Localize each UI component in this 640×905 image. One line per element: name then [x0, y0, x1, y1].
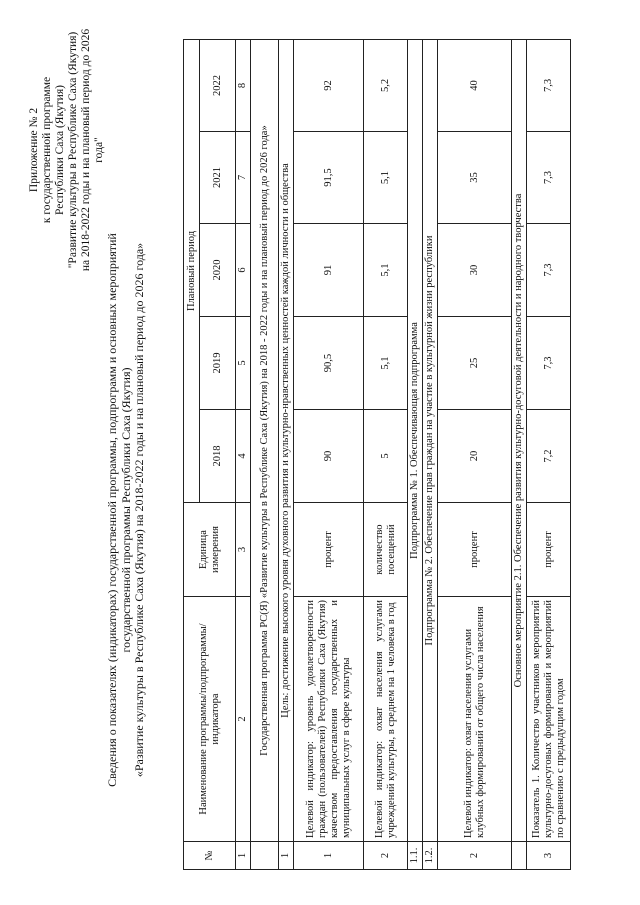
- heading-line: «Развитие культуры в Республике Саха (Якутия) на 2018-2022 годы и на плановый период до 2026 года»: [132, 242, 146, 778]
- value-2022: 40: [438, 39, 512, 131]
- table-row: [294, 39, 364, 869]
- goal-number: 1: [279, 842, 294, 870]
- annex-line: к государственной программе: [41, 76, 53, 224]
- value-2018: 7,2: [527, 410, 571, 503]
- table-row: [364, 39, 408, 869]
- header-year: 2022: [200, 39, 236, 131]
- goal-text: Цель: достижение высокого уровня духовного развития и культурно-нравственных ценностей каждой личности и общества: [279, 39, 294, 841]
- table-row: [527, 39, 571, 869]
- annex-line: Приложение № 2: [28, 107, 40, 193]
- heading-line: государственной программы Республики Саха (Якутия): [118, 367, 133, 653]
- value-2019: 90,5: [294, 317, 364, 410]
- header-year: 2021: [200, 132, 236, 224]
- value-2022: 92: [294, 39, 364, 131]
- row-number: 2: [364, 842, 408, 870]
- value-2021: 5,1: [364, 132, 408, 224]
- row-number: 1: [294, 842, 364, 870]
- value-2018: 5: [364, 410, 408, 503]
- value-2018: 20: [438, 410, 512, 503]
- subprogram-1-row: [408, 39, 423, 869]
- heading-line: Сведения о показателях (индикаторах) государственной программы, подпрограмм и основных мероприятий: [105, 233, 119, 787]
- value-2018: 90: [294, 410, 364, 503]
- annex-line: на 2018-2022 годы и на плановый период до 2026: [80, 28, 92, 272]
- value-2019: 7,3: [527, 317, 571, 410]
- value-2021: 35: [438, 132, 512, 224]
- unit: количество посещений: [364, 503, 408, 597]
- column-index: 5: [236, 317, 251, 410]
- indicator-name: Показатель 1. Количество участников мероприятий культурно-досуговых формирований и мероприятий по сравнению с предыдущим годом: [527, 597, 571, 842]
- header-no: №: [184, 842, 236, 870]
- annex-line: "Развитие культуры в Республике Саха (Якутия): [67, 31, 79, 269]
- annex-line: года": [93, 137, 105, 163]
- row-number: 3: [527, 842, 571, 870]
- value-2021: 7,3: [527, 132, 571, 224]
- column-index: 8: [236, 39, 251, 131]
- column-index: 3: [236, 503, 251, 597]
- column-index-row: [236, 39, 251, 869]
- value-2021: 91,5: [294, 132, 364, 224]
- header-name: Наименование программы/подпрограммы/индикатора: [184, 597, 236, 842]
- annex-caption: [28, 15, 106, 285]
- value-2020: 5,1: [364, 224, 408, 317]
- unit: процент: [294, 503, 364, 597]
- unit: процент: [438, 503, 512, 597]
- column-index: 4: [236, 410, 251, 503]
- program-title-row: [251, 39, 279, 869]
- column-index: 7: [236, 132, 251, 224]
- header-plan-period: Плановый период: [184, 39, 200, 502]
- value-2022: 7,3: [527, 39, 571, 131]
- subprogram-2-row: [423, 39, 438, 869]
- subprogram-number: 1.1.: [408, 842, 423, 870]
- header-year: 2020: [200, 224, 236, 317]
- value-2020: 7,3: [527, 224, 571, 317]
- header-year: 2018: [200, 410, 236, 503]
- value-2022: 5,2: [364, 39, 408, 131]
- goal-row: [279, 39, 294, 869]
- measure-row: [512, 39, 527, 869]
- unit: процент: [527, 503, 571, 597]
- value-2020: 30: [438, 224, 512, 317]
- subprogram-title: Подпрограмма № 2. Обеспечение прав граждан на участие в культурной жизни республики: [423, 39, 438, 841]
- program-title: Государственная программа РС(Я) «Развитие культуры в Республике Саха (Якутия) на 2018 - 2022 годы и на плановый период до 2026 года»: [251, 39, 279, 841]
- header-year: 2019: [200, 317, 236, 410]
- subprogram-number: 1.2.: [423, 842, 438, 870]
- row-number: 2: [438, 842, 512, 870]
- column-index: 2: [236, 597, 251, 842]
- document-heading: [106, 195, 147, 825]
- measure-title: Основное мероприятие 2.1. Обеспечение развития культурно-досуговой деятельности и народного творчества: [512, 39, 527, 841]
- column-index: 1: [236, 842, 251, 870]
- value-2019: 5,1: [364, 317, 408, 410]
- column-index: 6: [236, 224, 251, 317]
- subprogram-title: Подпрограмма № 1. Обеспечивающая подпрограмма: [408, 39, 423, 841]
- indicators-table: [183, 39, 571, 870]
- indicator-name: Целевой индикатор: охват населения услугами учреждений культуры, в среднем на 1 человека в год: [364, 597, 408, 842]
- value-2020: 91: [294, 224, 364, 317]
- indicator-name: Целевой индикатор: охват населения услугами клубных формирований от общего числа населения: [438, 597, 512, 842]
- value-2019: 25: [438, 317, 512, 410]
- header-unit: Единица измерения: [184, 503, 236, 597]
- annex-line: Республики Саха (Якутия): [54, 85, 66, 215]
- table-row: [438, 39, 512, 869]
- indicator-name: Целевой индикатор: уровень удовлетворенности граждан (пользователей) Республики Саха (Якутия) качеством предоставления государственных и муниципальных услуг в сфере культуры: [294, 597, 364, 842]
